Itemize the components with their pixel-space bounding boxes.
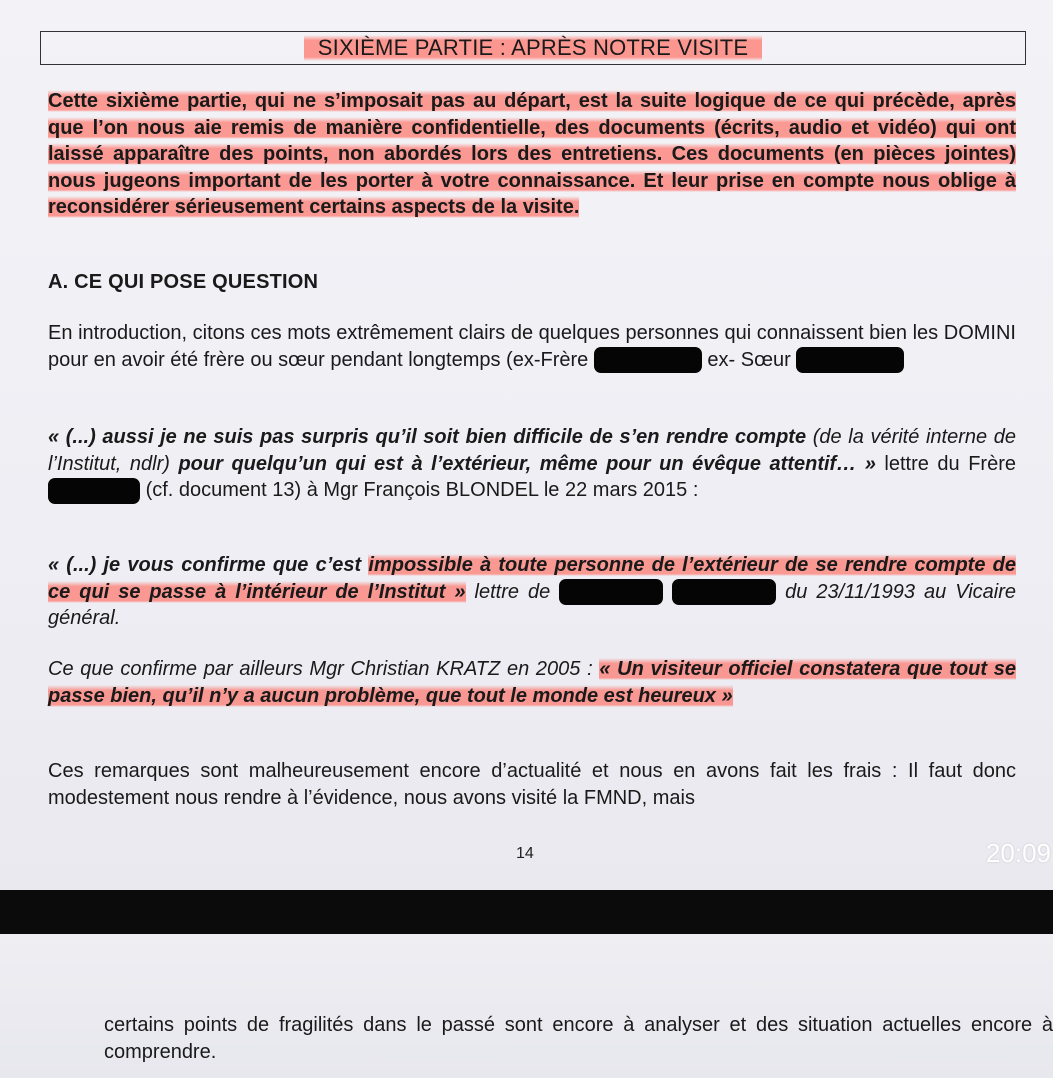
quote-1-bold-a: « (...) aussi je ne suis pas surpris qu’il soit bien difficile de s’en rendre compte xyxy=(48,426,807,448)
redaction-box xyxy=(559,579,663,605)
intro-text-b: ex- Sœur xyxy=(707,348,791,371)
redaction-box xyxy=(796,347,904,373)
quote-3-bold-highlight: « Un visiteur officiel constatera que tout se passe bien, qu’il n’y a aucun problème, que tout le monde est heureux » xyxy=(48,658,1017,707)
section-title-box xyxy=(40,31,1026,65)
closing-paragraph: Ces remarques sont malheureusement encore d’actualité et nous en avons fait les frais : Il faut donc modestement nous rendre à l’évidence, nous avons visité la FMND, mais xyxy=(48,760,1016,809)
quote-2-italic-a: lettre de xyxy=(474,580,551,603)
quote-1-paragraph xyxy=(48,424,1016,504)
timestamp: 20:09 xyxy=(985,838,1051,868)
section-title: SIXIÈME PARTIE : APRÈS NOTRE VISITE xyxy=(304,35,762,61)
intro-quote-paragraph xyxy=(48,320,1016,373)
quote-3-italic: Ce que confirme par ailleurs Mgr Christian KRATZ en 2005 : xyxy=(48,658,593,680)
quote-1-italic: (de la vérité interne de l’Institut, ndlr) xyxy=(48,426,1016,475)
page-number: 14 xyxy=(516,845,534,862)
redaction-box xyxy=(48,478,140,504)
intro-paragraph xyxy=(48,88,1016,221)
intro-text-a: En introduction, citons ces mots extrêmement clairs de quelques personnes qui connaissent bien les DOMINI pour en avoir été frère ou sœur pendant longtemps (ex-Frère xyxy=(48,322,1016,371)
quote-3-paragraph xyxy=(48,656,1016,709)
page-separator xyxy=(0,890,1053,934)
next-page xyxy=(0,934,1053,1078)
quote-2-italic-b: du 23/11/1993 au Vicaire général. xyxy=(48,580,1016,630)
quote-1-plain-a: lettre du Frère xyxy=(884,452,1016,475)
quote-1-bold-b: pour quelqu’un qui est à l’extérieur, même pour un évêque attentif… » xyxy=(178,452,876,475)
quote-2-bold-highlight: impossible à toute personne de l’extérieur de se rendre compte de ce qui se passe à l’intérieur de l’Institut » xyxy=(48,554,1016,603)
intro-text: Cette sixième partie, qui ne s’imposait pas au départ, est la suite logique de ce qui précède, après que l’on nous aie remis de manière confidentielle, des documents (écrits, audio et vidéo) qui ont laissé apparaître des points, non abordés lors des entretiens. Ces documents (en pièces jointes) nous jugeons important de les porter à votre connaissance. Et leur prise en compte nous oblige à reconsidérer sérieusement certains aspects de la visite. xyxy=(48,90,1016,218)
redaction-box xyxy=(594,347,702,373)
quote-1-plain-b: (cf. document 13) à Mgr François BLONDEL le 22 mars 2015 : xyxy=(145,479,699,501)
quote-2-bold-a: « (...) je vous confirme que c’est xyxy=(48,554,362,576)
redaction-box xyxy=(672,579,776,605)
next-page-paragraph: certains points de fragilités dans le passé sont encore à analyser et des situation actuelles encore à comprendre. xyxy=(104,1014,1053,1063)
section-heading: A. CE QUI POSE QUESTION xyxy=(48,271,319,293)
quote-2-paragraph xyxy=(48,552,1016,632)
